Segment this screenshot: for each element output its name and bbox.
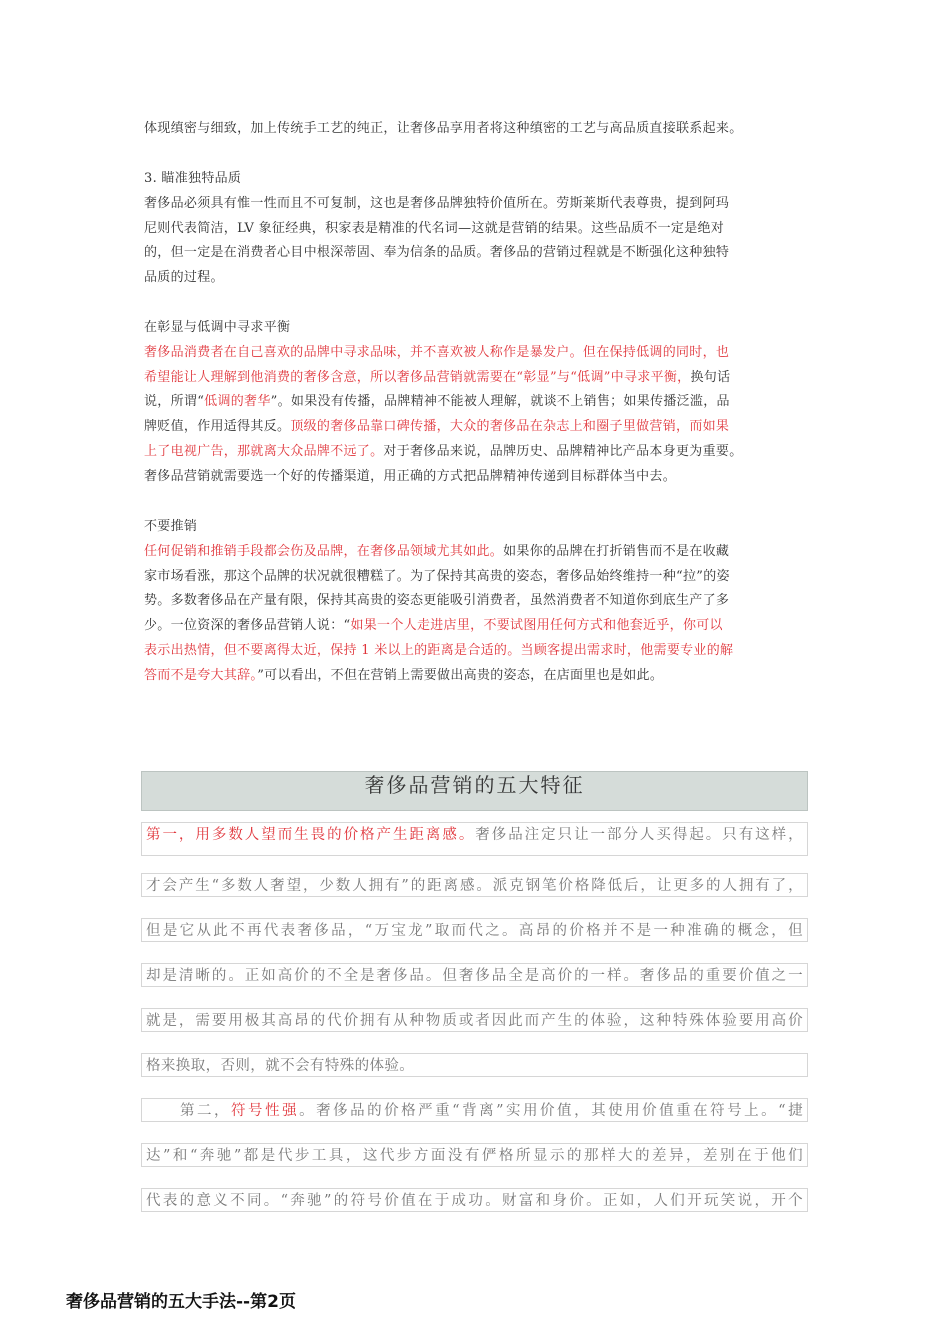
page-footer: 奢侈品营销的五大手法--第2页 — [66, 1292, 296, 1312]
table-row — [141, 897, 808, 942]
table-row — [141, 1077, 808, 1122]
section-heading: 3. 瞄准独特品质 — [144, 171, 242, 186]
paragraph-craft — [144, 117, 808, 142]
text-line: 品质的过程。 — [144, 270, 224, 286]
text-line: 奢侈品必须具有惟一性而且不可复制，这也是奢侈品牌独特价值所在。劳斯莱斯代表尊贵，提到阿玛 — [144, 195, 730, 211]
highlight-text: 答而不是夸大其辞。 — [144, 667, 258, 683]
table-cell — [141, 1098, 808, 1122]
text-run: 如果你的品牌在打折销售而不是在收藏 — [503, 543, 730, 559]
section-title-bar — [141, 771, 808, 811]
table-cell: 但是它从此不再代表奢侈品，“万宝龙”取而代之。高昂的价格并不是一种准确的概念，但 — [141, 918, 808, 942]
table-cell: 达”和“奔驰”都是代步工具，这代步方面没有俨格所显示的那样大的差异，差别在于他们 — [141, 1143, 808, 1167]
section-unique-quality — [144, 167, 808, 291]
highlight-text: 任何促销和推销手段都会伤及品牌，在奢侈品领域尤其如此。 — [144, 543, 504, 559]
text-line — [144, 366, 808, 391]
text-run: 牌贬值，作用适得其反。 — [144, 419, 291, 435]
text-run: 。奢侈品的价格严重“背离”实用价值，其使用价值重在符号上。“捷 — [299, 1103, 803, 1119]
table-cell: 格来换取，否则，就不会有特殊的体验。 — [141, 1053, 808, 1077]
text-line: 家市场看涨，那这个品牌的状况就很糟糕了。为了保持其高贵的姿态，奢侈品始终维持一种“拉”的姿 — [144, 568, 730, 584]
table-cell: 就是，需要用极其高昂的代价拥有从种物质或者因此而产生的体验，这种特殊体验要用高价 — [141, 1008, 808, 1032]
table-row — [141, 1122, 808, 1167]
text-line — [144, 440, 808, 465]
text-run: ”。如果没有传播，品牌精神不能被人理解，就谈不上销售；如果传播泛滥，品 — [270, 394, 730, 410]
table-cell: 才会产生“多数人奢望，少数人拥有”的距离感。派克钢笔价格降低后，让更多的人拥有了， — [141, 873, 808, 897]
section-no-promotion — [144, 515, 808, 689]
text-line: 势。多数奢侈品在产量有限，保持其高贵的姿态更能吸引消费者，虽然消费者不知道你到底生产了多 — [144, 593, 730, 609]
text-line — [144, 664, 808, 689]
highlight-text: 如果一个人走进店里，不要试图用任何方式和他套近乎，你可以 — [350, 618, 723, 634]
text-line: 体现缜密与细致，加上传统手工艺的纯正，让奢侈品享用者将这种缜密的工艺与高品质直接联系起来。 — [144, 121, 743, 136]
text-line: 尼则代表简洁，LV 象征经典，积家表是精准的代名词—这就是营销的结果。这些品质不一定是绝对 — [144, 220, 725, 236]
section-title: 奢侈品营销的五大特征 — [364, 773, 585, 797]
text-line — [144, 614, 808, 639]
features-table — [141, 822, 808, 1212]
text-line — [144, 390, 808, 415]
text-line: 奢侈品消费者在自己喜欢的品牌中寻求品味，并不喜欢被人称作是暴发户。但在保持低调的同时，也 — [144, 344, 730, 360]
highlight-text: 低调的奢华 — [204, 394, 271, 410]
highlight-text: 顶级的奢侈品靠口碑传播，大众的奢侈品在杂志上和圈子里做营销，而如果 — [290, 419, 730, 435]
text-line: 表示出热情，但不要离得太近，保持 1 米以上的距离是合适的。当顾客提出需求时，他需要专业的解 — [144, 642, 734, 658]
text-run: ”可以看出，不但在营销上需要做出高贵的姿态，在店面里也是如此。 — [257, 667, 664, 683]
text-run: 第二， — [146, 1103, 232, 1119]
table-row — [141, 846, 808, 897]
table-row — [141, 987, 808, 1032]
table-row — [141, 822, 808, 846]
text-run: 对于奢侈品来说，品牌历史、品牌精神比产品本身更为重要。 — [383, 443, 743, 459]
highlight-text: 符号性强 — [231, 1103, 300, 1119]
text-run: 说，所谓“ — [144, 394, 205, 410]
section-heading: 在彰显与低调中寻求平衡 — [144, 320, 291, 335]
text-line — [144, 415, 808, 440]
section-heading: 不要推销 — [144, 519, 198, 534]
table-row — [141, 1032, 808, 1077]
table-cell: 代表的意义不同。“奔驰”的符号价值在于成功。财富和身价。正如，人们开玩笑说，开个 — [141, 1188, 808, 1212]
table-row — [141, 942, 808, 987]
highlight-text: 希望能让人理解到他消费的奢侈含意，所以奢侈品营销就需要在“彰显”与“低调”中寻求平衡， — [144, 369, 691, 385]
text-line: 的，但一定是在消费者心目中根深蒂固、奉为信条的品质。奢侈品的营销过程就是不断强化这种独特 — [144, 245, 730, 261]
highlight-text: 第一，用多数人望而生畏的价格产生距离感。 — [146, 827, 476, 843]
text-run: 少。一位资深的奢侈品营销人说：“ — [144, 618, 351, 634]
text-run: 换句话 — [690, 369, 731, 385]
table-cell: 却是清晰的。正如高价的不全是奢侈品。但奢侈品全是高价的一样。奢侈品的重要价值之一 — [141, 963, 808, 987]
table-row — [141, 1167, 808, 1212]
text-line — [144, 540, 808, 565]
section-balance — [144, 316, 808, 490]
highlight-text: 上了电视广告，那就离大众品牌不远了。 — [144, 443, 384, 459]
text-line: 奢侈品营销就需要选一个好的传播渠道，用正确的方式把品牌精神传递到目标群体当中去。 — [144, 468, 677, 484]
text-run: 奢侈品注定只让一部分人买得起。只有这样， — [475, 827, 803, 843]
